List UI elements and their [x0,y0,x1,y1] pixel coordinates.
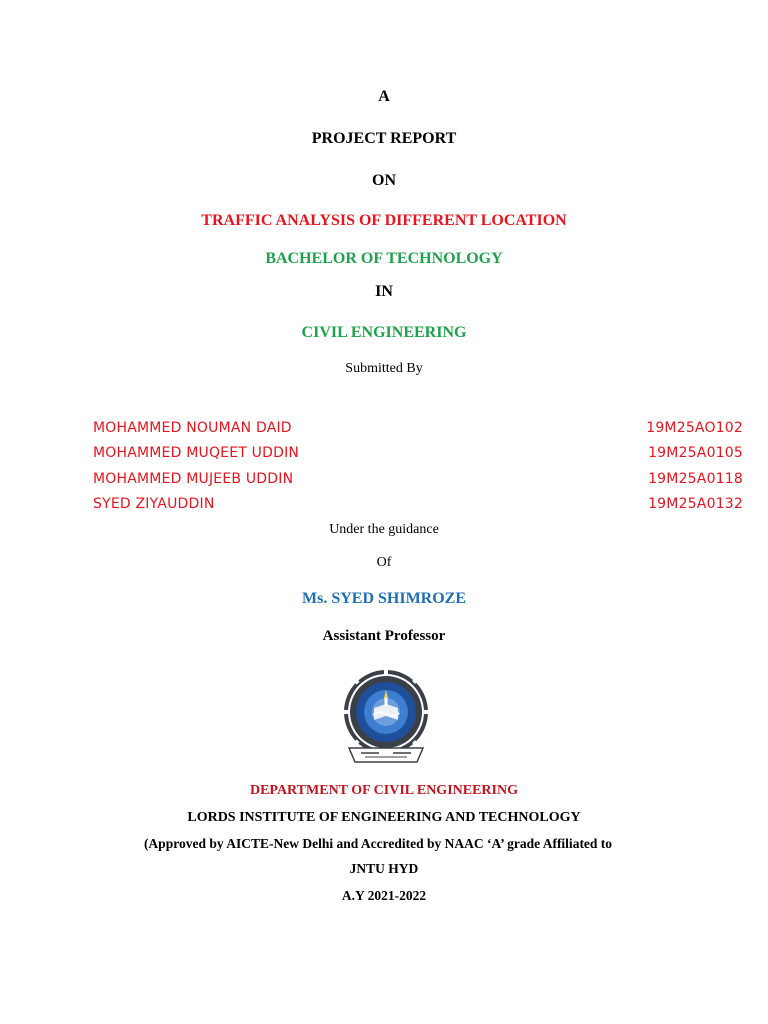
under-guidance-label: Under the guidance [329,522,439,537]
of-label: Of [376,555,392,570]
student-roll-number: 19M25AO102 [646,420,743,436]
submitted-by-label: Submitted By [345,361,423,376]
student-roll-number: 19M25A0132 [648,496,743,512]
student-name: SYED ZIYAUDDIN [93,496,215,512]
approval-statement: (Approved by AICTE-New Delhi and Accredited by NAAC ‘A’ grade Affiliated to [143,836,613,851]
article-a: A [378,88,390,105]
student-row [93,445,743,463]
guide-designation: Assistant Professor [322,628,446,644]
academic-year: A.Y 2021-2022 [341,888,427,903]
student-roll-number: 19M25A0118 [648,471,743,487]
institute-name: LORDS INSTITUTE OF ENGINEERING AND TECHNOLOGY [187,810,581,825]
university-name: JNTU HYD [349,861,419,876]
in-label: IN [375,283,393,300]
degree-name: BACHELOR OF TECHNOLOGY [265,250,503,267]
student-name: MOHAMMED MUQEET UDDIN [93,445,300,461]
student-name: MOHAMMED MUJEEB UDDIN [93,471,294,487]
branch-name: CIVIL ENGINEERING [301,324,467,341]
student-row [93,420,743,438]
student-row [93,496,743,514]
student-roll-number: 19M25A0105 [648,445,743,461]
college-emblem-icon [341,668,431,770]
department-name: DEPARTMENT OF CIVIL ENGINEERING [249,783,518,798]
student-row [93,471,743,489]
guide-name: Ms. SYED SHIMROZE [301,590,467,607]
student-name: MOHAMMED NOUMAN DAID [93,420,292,436]
on-label: ON [372,172,396,189]
project-report-heading: PROJECT REPORT [311,130,457,147]
project-title: TRAFFIC ANALYSIS OF DIFFERENT LOCATION [201,212,567,229]
